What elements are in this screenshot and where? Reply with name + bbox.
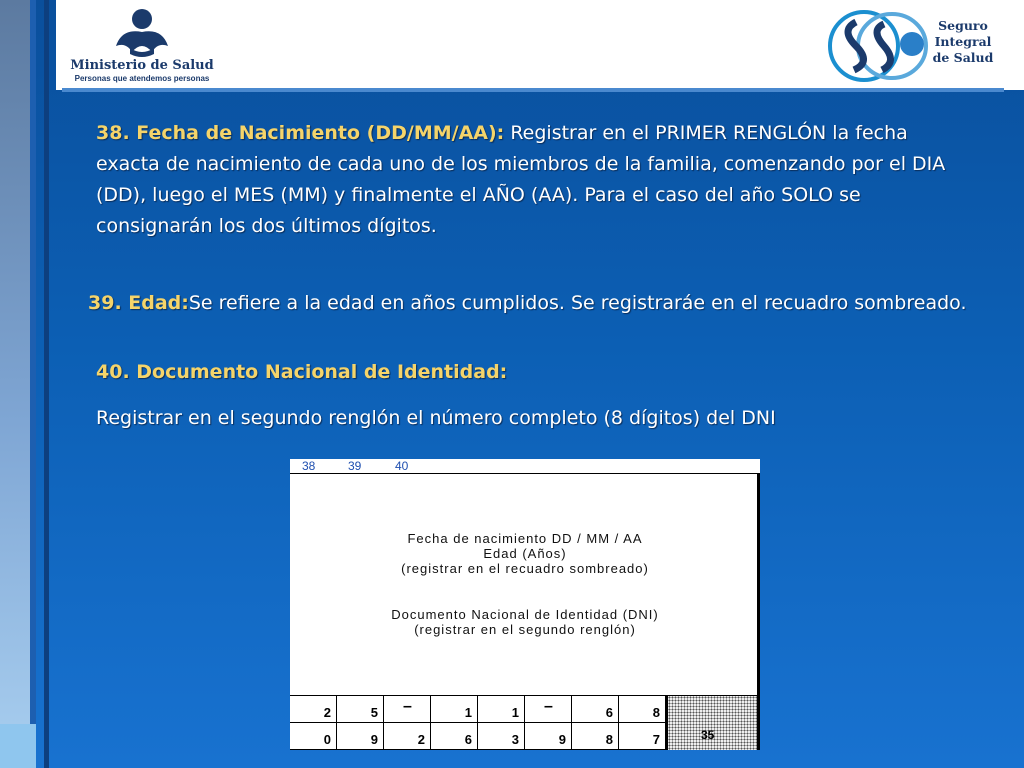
item-39-paragraph — [88, 288, 968, 319]
item-39-label: 39. Edad: — [88, 292, 189, 314]
seguro-integral-de-salud-logo — [826, 8, 998, 84]
form-sample — [290, 459, 760, 750]
dni-cell: 6 — [431, 723, 478, 750]
form-column-40: 40 — [395, 459, 409, 473]
birthdate-cell: 1 — [478, 696, 525, 723]
dni-cell: 9 — [525, 723, 572, 750]
vertical-divider — [44, 0, 49, 768]
birthdate-cell: 1 — [431, 696, 478, 723]
form-column-numbers — [290, 459, 760, 474]
birthdate-cell: 6 — [572, 696, 619, 723]
minsa-logo-name: Ministerio de Salud — [70, 58, 214, 73]
sis-logo-line-1: Seguro — [938, 18, 988, 33]
form-entry-grid — [290, 695, 757, 751]
form-label-age: Edad (Años) — [483, 546, 567, 561]
dni-cell: 2 — [384, 723, 431, 750]
ministerio-de-salud-logo — [62, 4, 222, 84]
birthdate-cell: 2 — [290, 696, 337, 723]
dni-cell: 0 — [290, 723, 337, 750]
left-band-stripe — [30, 0, 36, 768]
sis-logo-line-3: de Salud — [932, 50, 994, 65]
age-shaded-box — [666, 696, 757, 750]
item-38-text: Registrar en el PRIMER RENGLÓN la fecha exacta de nacimiento de cada uno de los miembros de la familia, comenzando por el DIA (DD), luego el MES (MM) y finalmente el AÑO (AA). Para el caso del año SOLO se consignarán los dos últimos dígitos. — [96, 122, 946, 237]
item-39-text: Se refiere a la edad en años cumplidos. Se registraráe en el recuadro sombreado. — [188, 292, 967, 314]
form-label-dni: Documento Nacional de Identidad (DNI) — [391, 607, 659, 622]
sis-logo-line-2: Integral — [934, 34, 992, 49]
item-40-label: 40. Documento Nacional de Identidad: — [96, 361, 508, 383]
item-38-label: 38. Fecha de Nacimiento (DD/MM/AA): — [96, 122, 505, 144]
header-rule — [62, 88, 1004, 92]
birthdate-cell: 5 — [337, 696, 384, 723]
form-column-39: 39 — [348, 459, 362, 473]
item-40-heading — [96, 357, 976, 388]
left-decorative-band — [0, 0, 36, 768]
item-38-paragraph — [96, 118, 976, 242]
form-column-38: 38 — [302, 459, 316, 473]
dni-cell: 9 — [337, 723, 384, 750]
date-separator-dash: – — [544, 698, 553, 715]
sis-emblem-icon — [826, 8, 930, 84]
sis-logo-text — [928, 18, 998, 66]
minsa-emblem-icon — [62, 4, 222, 60]
date-separator-dash: – — [403, 698, 412, 715]
age-value: 35 — [701, 728, 715, 742]
form-label-dni-note: (registrar en el segundo renglón) — [414, 622, 636, 637]
form-label-birthdate: Fecha de nacimiento DD / MM / AA — [407, 531, 643, 546]
item-40-text: Registrar en el segundo renglón el número completo (8 dígitos) del DNI — [96, 407, 776, 429]
minsa-logo-tagline: Personas que atendemos personas — [74, 74, 210, 83]
birthdate-cell: 8 — [619, 696, 666, 723]
dni-cell: 3 — [478, 723, 525, 750]
form-label-age-note: (registrar en el recuadro sombreado) — [401, 561, 649, 576]
left-band-corner — [0, 724, 36, 768]
dni-cell: 7 — [619, 723, 666, 750]
dni-cell: 8 — [572, 723, 619, 750]
